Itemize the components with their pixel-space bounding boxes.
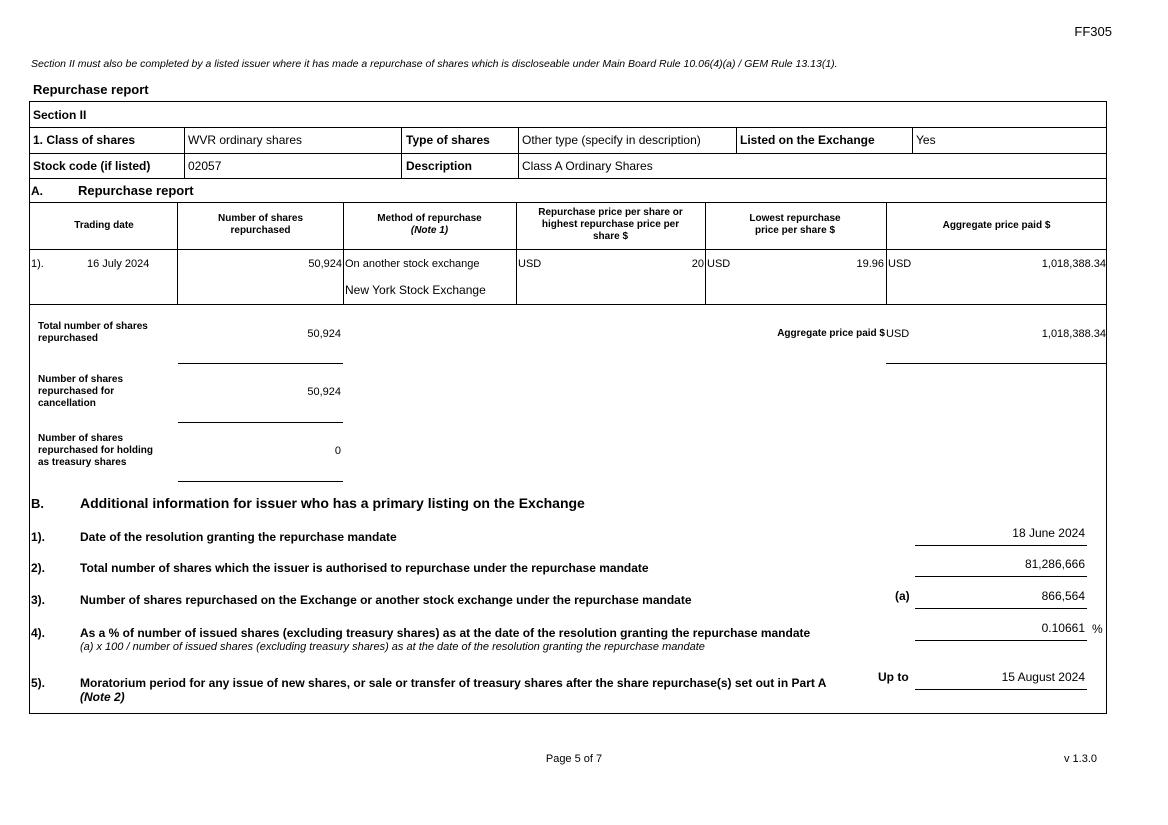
row-lowest: 19.96 [856,258,884,270]
header-lowest-price: Lowest repurchase price per share $ [749,213,841,236]
tag-up-to: Up to [878,670,909,684]
header-aggregate: Aggregate price paid $ [942,220,1051,231]
total-aggregate-label: Aggregate price paid $ [777,328,885,339]
description-value: Class A Ordinary Shares [522,159,653,173]
total-shares-value: 50,924 [307,328,341,340]
row-method: On another stock exchange [345,258,480,270]
row-shares: 50,924 [308,258,342,270]
treasury-label: Number of shares repurchased for holding as treasury shares [38,433,154,468]
part-a-title: Repurchase report [78,183,194,198]
total-aggregate-value: 1,018,388.34 [1041,328,1106,340]
repurchased-shares-value: 866,564 [1041,589,1085,603]
total-aggregate-currency: USD [886,328,910,340]
row-price: 20 [691,258,704,270]
listed-value: Yes [916,133,936,147]
tag-a: (a) [895,589,910,603]
intro-note: Section II must also be completed by a listed issuer where it has made a repurchase of shares which is discloseable under Main Board Rule 10.06(4)(a) / GEM Rule 13.13(1). [31,58,838,70]
class-value: WVR ordinary shares [188,133,303,147]
stock-code-value: 02057 [188,159,222,173]
form-code: FF305 [1074,24,1112,39]
header-price: Repurchase price per share or highest repurchase price per share $ [538,207,683,242]
part-b-title: Additional information for issuer who has a primary listing on the Exchange [80,495,585,511]
cancellation-label: Number of shares repurchased for cancellation [38,374,124,409]
part-b-letter: B. [31,496,44,511]
cancellation-value: 50,924 [307,386,341,398]
resolution-date-value: 18 June 2024 [1012,526,1085,540]
percent-unit: % [1092,622,1103,636]
section-title: Section II [33,108,87,122]
header-trading-date: Trading date [74,220,134,231]
stock-code-label: Stock code (if listed) [33,159,151,173]
type-value: Other type (specify in description) [522,133,701,147]
class-label: 1. Class of shares [33,133,136,147]
treasury-value: 0 [334,445,341,457]
listed-label: Listed on the Exchange [740,133,875,147]
total-shares-label: Total number of shares repurchased [38,321,148,344]
row-price-currency: USD [518,258,542,270]
percentage-value: 0.10661 [1041,621,1085,635]
moratorium-value: 15 August 2024 [1001,670,1085,684]
part-a-letter: A. [31,184,43,198]
row-agg-currency: USD [888,258,912,270]
description-label: Description [406,159,473,173]
type-label: Type of shares [406,133,490,147]
header-number-of-shares: Number of shares repurchased [217,213,304,236]
page-number: Page 5 of 7 [545,753,603,765]
version: v 1.3.0 [1063,753,1097,765]
row-exchange: New York Stock Exchange [345,283,486,297]
authorised-shares-value: 81,286,666 [1024,557,1085,571]
header-method: Method of repurchase (Note 1) [377,213,482,236]
row-aggregate: 1,018,388.34 [1041,258,1106,270]
row-lowest-currency: USD [707,258,731,270]
row-date: 16 July 2024 [87,258,150,270]
report-title: Repurchase report [33,82,149,97]
